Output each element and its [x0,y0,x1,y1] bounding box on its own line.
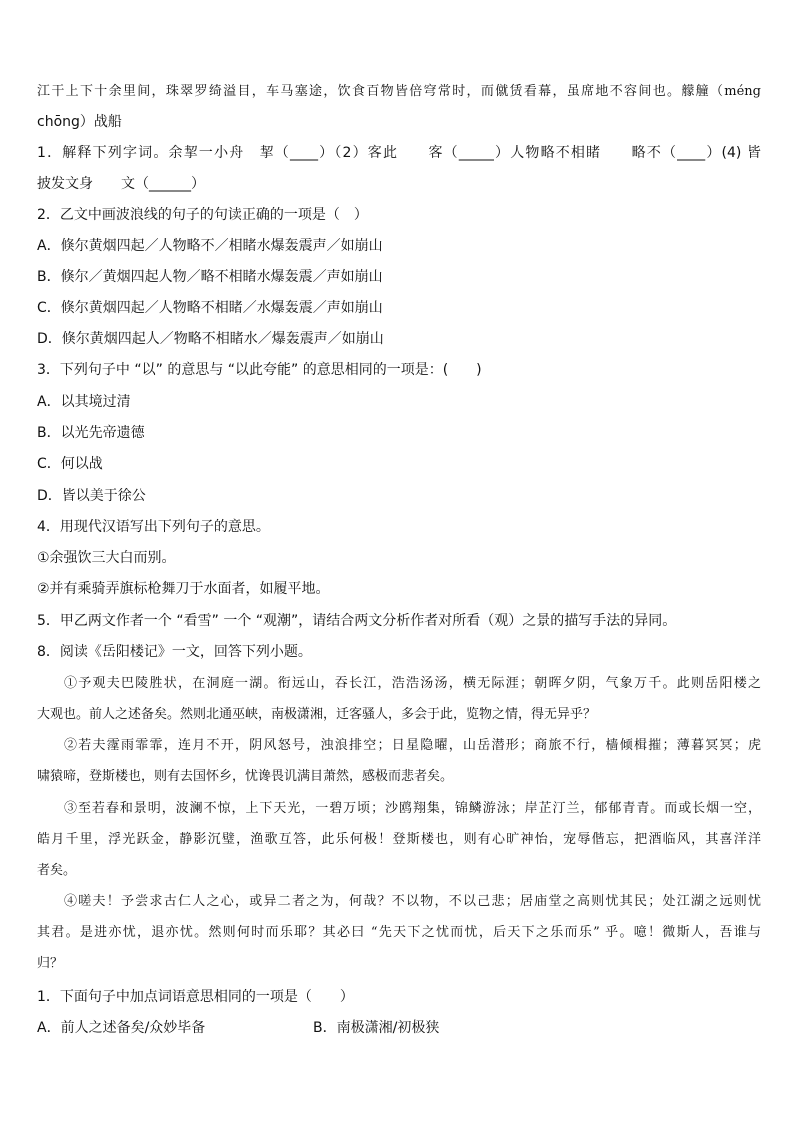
passage-paragraph-1-line-1: ①予观夫巴陵胜状，在洞庭一湖。衔远山，吞长江，浩浩汤汤，横无际涯；朝晖夕阴，气象万千。此则岳阳楼之 [64,676,761,691]
question-5-stem: 5．甲乙两文作者一个 “看雪” 一个 “观潮”，请结合两文分析作者对所看（观）之景的描写手法的异同。 [37,613,677,629]
question-4-item-2: ②并有乘骑弄旗标枪舞刀于水面者，如履平地。 [37,581,330,597]
question-2-option-a: A．倏尔黄烟四起／人物略不／相睹水爆轰震声／如崩山 [37,238,383,254]
question-2-option-c: C．倏尔黄烟四起／人物略不相睹／水爆轰震／声如崩山 [37,300,383,316]
sub-question-1-option-a: A．前人之述备矣/众妙毕备 [37,1020,206,1036]
passage-paragraph-3-line-1: ③至若春和景明，波澜不惊，上下天光，一碧万顷；沙鸥翔集，锦鳞游泳；岸芷汀兰，郁郁青青。而或长烟一空， [64,801,761,816]
passage-paragraph-3-line-3: 者矣。 [37,863,77,878]
question-4-item-1: ①余强饮三大白而别。 [37,550,176,566]
question-1-line-1: 1．解释下列字词。余挈一小舟 挈（____）（2）客此 客（_____）人物略不相睹 略不（____）(4) 皆 [37,145,761,161]
question-3-option-c: C．何以战 [37,456,103,472]
annotation-line: chōng）战船 [37,114,122,130]
passage-paragraph-4-line-1: ④嗟夫！予尝求古仁人之心，或异二者之为，何哉？不以物，不以己悲；居庙堂之高则忧其民；处江湖之远则忧 [64,894,761,909]
sub-question-1-stem: 1．下面句子中加点词语意思相同的一项是（ ） [37,989,354,1005]
question-3-option-d: D．皆以美于徐公 [37,488,146,504]
question-2-option-b: B．倏尔／黄烟四起人物／略不相睹水爆轰震／声如崩山 [37,269,383,285]
question-3-stem: 3．下列句子中 “以” 的意思与 “以此夸能” 的意思相同的一项是：( ) [37,362,482,378]
passage-paragraph-2-line-1: ②若夫霪雨霏霏，连月不开，阴风怒号，浊浪排空；日星隐曜，山岳潜形；商旅不行，樯倾楫摧；薄暮冥冥；虎 [64,738,761,753]
question-3-option-a: A．以其境过清 [37,394,131,410]
passage-paragraph-1-line-2: 大观也。前人之述备矣。然则北通巫峡，南极潇湘，迁客骚人，多会于此，览物之情，得无异乎？ [37,707,597,722]
passage-paragraph-3-line-2: 皓月千里，浮光跃金，静影沉璧，渔歌互答，此乐何极！登斯楼也，则有心旷神怡，宠辱偕忘，把酒临风，其喜洋洋 [37,832,761,847]
sub-question-1-option-b: B．南极潇湘/初极狭 [313,1020,440,1036]
section-8-heading: 8．阅读《岳阳楼记》一文，回答下列小题。 [37,644,312,660]
passage-b-tail-line: 江干上下十余里间，珠翠罗绮溢目，车马塞途，饮食百物皆倍穹常时，而僦赁看幕，虽席地不容间也。艨艟（méng [37,84,761,99]
question-3-option-b: B．以光先帝遗德 [37,425,145,441]
passage-paragraph-4-line-3: 归？ [37,956,64,971]
question-2-option-d: D．倏尔黄烟四起人／物略不相睹水／爆轰震声／如崩山 [37,331,384,347]
question-1-line-2: 披发文身 文（______） [37,176,205,192]
passage-paragraph-2-line-2: 啸猿啼，登斯楼也，则有去国怀乡，忧谗畏讥满目萧然，感极而悲者矣。 [37,769,454,784]
question-4-stem: 4．用现代汉语写出下列句子的意思。 [37,519,270,535]
passage-paragraph-4-line-2: 其君。是进亦忧，退亦忧。然则何时而乐耶？其必曰 “先天下之忧而忧，后天下之乐而乐” 乎。噫！微斯人，吾谁与 [37,925,761,940]
question-2-stem: 2．乙文中画波浪线的句子的句读正确的一项是（ ） [37,207,368,223]
